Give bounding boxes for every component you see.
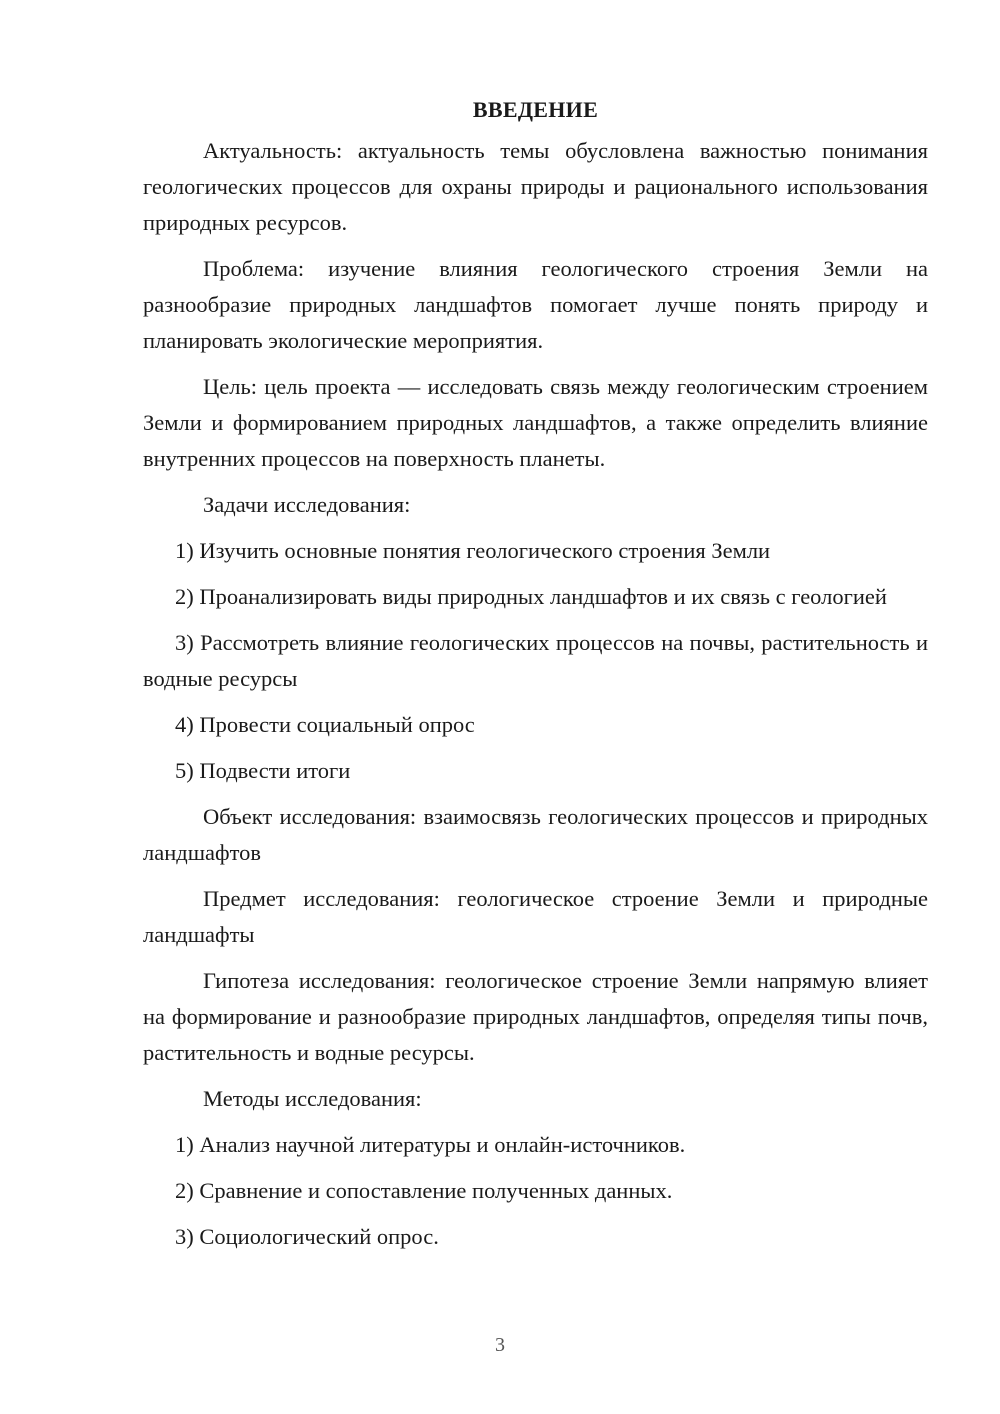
- relevance-paragraph: Актуальность: актуальность темы обусловлена важностью понимания геологических процессов для охраны природы и рационального использования природных ресурсов.: [143, 138, 928, 235]
- subject-paragraph: Предмет исследования: геологическое строение Земли и природные ландшафты: [143, 886, 928, 947]
- methods-heading: Методы исследования:: [203, 1086, 422, 1111]
- page-number: 3: [495, 1334, 505, 1356]
- task-item: 2) Проанализировать виды природных ландшафтов и их связь с геологией: [175, 584, 887, 609]
- task-item: 5) Подвести итоги: [175, 758, 351, 783]
- goal-paragraph: Цель: цель проекта — исследовать связь между геологическим строением Земли и формированием природных ландшафтов, а также определить влияние внутренних процессов на поверхность планеты.: [143, 374, 928, 471]
- task-item: 4) Провести социальный опрос: [175, 712, 475, 737]
- tasks-heading: Задачи исследования:: [203, 492, 411, 517]
- object-paragraph: Объект исследования: взаимосвязь геологических процессов и природных ландшафтов: [143, 804, 928, 865]
- method-item: 2) Сравнение и сопоставление полученных данных.: [175, 1178, 673, 1203]
- method-item: 1) Анализ научной литературы и онлайн-источников.: [175, 1132, 686, 1157]
- task-item: 1) Изучить основные понятия геологического строения Земли: [175, 538, 771, 563]
- task-item: 3) Рассмотреть влияние геологических процессов на почвы, растительность и водные ресурсы: [143, 630, 928, 691]
- method-item: 3) Социологический опрос.: [175, 1224, 439, 1249]
- page-title: ВВЕДЕНИЕ: [472, 97, 599, 122]
- problem-paragraph: Проблема: изучение влияния геологического строения Земли на разнообразие природных ландшафтов помогает лучше понять природу и планировать экологические мероприятия.: [143, 256, 928, 353]
- document-page: [143, 92, 928, 1265]
- hypothesis-paragraph: Гипотеза исследования: геологическое строение Земли напрямую влияет на формирование и разнообразие природных ландшафтов, определяя типы почв, растительность и водные ресурсы.: [143, 968, 928, 1065]
